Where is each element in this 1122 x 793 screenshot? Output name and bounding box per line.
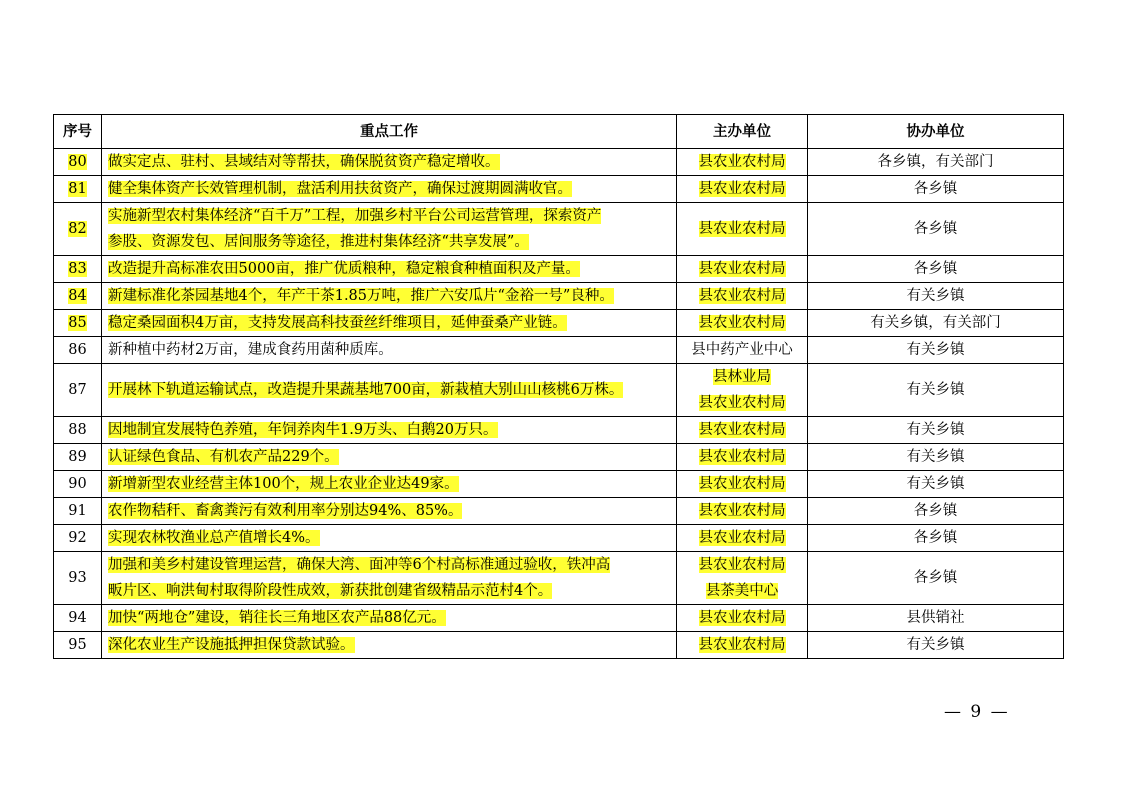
assist-unit-cell: 有关乡镇，有关部门 [808,310,1064,337]
row-number-text: 94 [68,610,87,626]
assist-unit-cell: 各乡镇 [808,525,1064,552]
assist-unit-cell: 各乡镇 [808,498,1064,525]
row-number [54,444,102,471]
lead-unit-cell [677,498,808,525]
row-number-text: 80 [68,154,87,170]
assist-unit-cell: 有关乡镇 [808,283,1064,310]
task-text: 开展林下轨道运输试点，改造提升果蔬基地700亩，新栽植大别山山核桃6万株。 [108,382,624,398]
lead-unit-cell [677,471,808,498]
task-cell [102,364,677,417]
lead-unit-cell [677,632,808,659]
assist-unit-cell: 各乡镇 [808,256,1064,283]
table-row [54,149,1064,176]
task-text: 健全集体资产长效管理机制，盘活利用扶贫资产，确保过渡期圆满收官。 [108,181,572,197]
task-cell [102,256,677,283]
table-row [54,337,1064,364]
task-text: 新增新型农业经营主体100个，规上农业企业达49家。 [108,476,459,492]
header-lead: 主办单位 [677,115,808,149]
lead-unit-cell [677,149,808,176]
row-number-text: 87 [68,382,87,398]
row-number [54,525,102,552]
row-number [54,283,102,310]
lead-unit-text: 县农业农村局 [698,637,786,653]
assist-unit-cell: 有关乡镇 [808,444,1064,471]
task-text: 新种植中药材2万亩，建成食药用菌种质库。 [108,342,393,358]
lead-unit-cell [677,310,808,337]
lead-unit-text: 县林业局 [713,369,771,385]
lead-unit-cell [677,444,808,471]
assist-unit-cell: 有关乡镇 [808,632,1064,659]
row-number-text: 90 [68,476,87,492]
table-header-row [54,115,1064,149]
task-text: 实现农林牧渔业总产值增长4%。 [108,530,320,546]
lead-unit-cell [677,256,808,283]
row-number-text: 82 [68,221,87,237]
lead-unit-cell [677,605,808,632]
work-table [53,114,1064,659]
row-number-text: 89 [68,449,87,465]
task-cell [102,417,677,444]
row-number [54,337,102,364]
lead-unit-text: 县农业农村局 [698,503,786,519]
lead-unit-text: 县农业农村局 [698,422,786,438]
assist-unit-cell: 各乡镇 [808,176,1064,203]
lead-unit-cell [677,283,808,310]
row-number [54,552,102,605]
table-row [54,256,1064,283]
task-cell [102,310,677,337]
table-row [54,176,1064,203]
lead-unit-cell [677,337,808,364]
task-text: 因地制宜发展特色养殖，年饲养肉牛1.9万头、白鹅20万只。 [108,422,498,438]
table-row [54,310,1064,337]
assist-unit-cell: 有关乡镇 [808,364,1064,417]
task-cell [102,283,677,310]
lead-unit-text: 县农业农村局 [698,449,786,465]
row-number [54,256,102,283]
table-row [54,471,1064,498]
lead-unit-text: 县农业农村局 [698,221,786,237]
task-text: 实施新型农村集体经济“百千万”工程，加强乡村平台公司运营管理，探索资产 [108,208,602,224]
task-text: 加强和美乡村建设管理运营，确保大湾、面冲等6个村高标准通过验收，铁冲高 [108,557,611,573]
header-no: 序号 [54,115,102,149]
lead-unit-cell [677,417,808,444]
lead-unit-cell [677,203,808,256]
row-number-text: 93 [68,570,87,586]
lead-unit-cell [677,176,808,203]
row-number [54,364,102,417]
task-text: 参股、资源发包、居间服务等途径，推进村集体经济“共享发展”。 [108,234,529,250]
lead-unit-text: 县农业农村局 [698,181,786,197]
task-cell [102,525,677,552]
task-text: 认证绿色食品、有机农产品229个。 [108,449,339,465]
task-cell [102,444,677,471]
row-number-text: 91 [68,503,87,519]
row-number-text: 81 [68,181,87,197]
task-cell [102,632,677,659]
lead-unit-text: 县中药产业中心 [691,342,793,358]
assist-unit-cell: 县供销社 [808,605,1064,632]
row-number-text: 92 [68,530,87,546]
row-number [54,176,102,203]
task-text: 农作物秸秆、畜禽粪污有效利用率分别达94%、85%。 [108,503,463,519]
task-text: 改造提升高标准农田5000亩，推广优质粮种，稳定粮食种植面积及产量。 [108,261,580,277]
task-text: 畈片区、响洪甸村取得阶段性成效，新获批创建省级精品示范村4个。 [108,583,553,599]
table-row [54,632,1064,659]
row-number [54,471,102,498]
assist-unit-cell: 各乡镇 [808,203,1064,256]
table-row [54,283,1064,310]
row-number-text: 88 [68,422,87,438]
task-cell [102,471,677,498]
lead-unit-text: 县农业农村局 [698,610,786,626]
lead-unit-text: 县农业农村局 [698,476,786,492]
table-row [54,417,1064,444]
task-text: 新建标准化茶园基地4个，年产干茶1.85万吨，推广六安瓜片“金裕一号”良种。 [108,288,614,304]
task-text: 稳定桑园面积4万亩，支持发展高科技蚕丝纤维项目，延伸蚕桑产业链。 [108,315,567,331]
row-number [54,310,102,337]
table-row [54,552,1064,605]
header-task: 重点工作 [102,115,677,149]
lead-unit-text: 县农业农村局 [698,530,786,546]
task-text: 做实定点、驻村、县域结对等帮扶，确保脱贫资产稳定增收。 [108,154,500,170]
row-number [54,498,102,525]
row-number [54,632,102,659]
table-row [54,364,1064,417]
row-number-text: 85 [68,315,87,331]
lead-unit-text: 县农业农村局 [698,154,786,170]
lead-unit-cell [677,525,808,552]
task-text: 深化农业生产设施抵押担保贷款试验。 [108,637,355,653]
row-number-text: 84 [68,288,87,304]
row-number [54,417,102,444]
task-cell [102,203,677,256]
row-number [54,203,102,256]
table-row [54,605,1064,632]
table-row [54,525,1064,552]
row-number-text: 83 [68,261,87,277]
lead-unit-text: 县农业农村局 [698,395,786,411]
lead-unit-text: 县农业农村局 [698,261,786,277]
assist-unit-cell: 各乡镇，有关部门 [808,149,1064,176]
table-row [54,498,1064,525]
assist-unit-cell: 有关乡镇 [808,417,1064,444]
assist-unit-cell: 有关乡镇 [808,337,1064,364]
task-cell [102,498,677,525]
task-cell [102,149,677,176]
lead-unit-text: 县茶美中心 [705,583,779,599]
lead-unit-text: 县农业农村局 [698,315,786,331]
row-number [54,149,102,176]
row-number [54,605,102,632]
task-cell [102,552,677,605]
header-assist: 协办单位 [808,115,1064,149]
lead-unit-text: 县农业农村局 [698,557,786,573]
lead-unit-text: 县农业农村局 [698,288,786,304]
lead-unit-cell [677,552,808,605]
table-row [54,203,1064,256]
task-text: 加快“两地仓”建设，销往长三角地区农产品88亿元。 [108,610,446,626]
task-cell [102,176,677,203]
task-cell [102,337,677,364]
table-body [54,149,1064,659]
table-row [54,444,1064,471]
task-cell [102,605,677,632]
page-number: — 9 — [944,702,1010,722]
lead-unit-cell [677,364,808,417]
assist-unit-cell: 各乡镇 [808,552,1064,605]
row-number-text: 95 [68,637,87,653]
assist-unit-cell: 有关乡镇 [808,471,1064,498]
row-number-text: 86 [68,342,87,358]
